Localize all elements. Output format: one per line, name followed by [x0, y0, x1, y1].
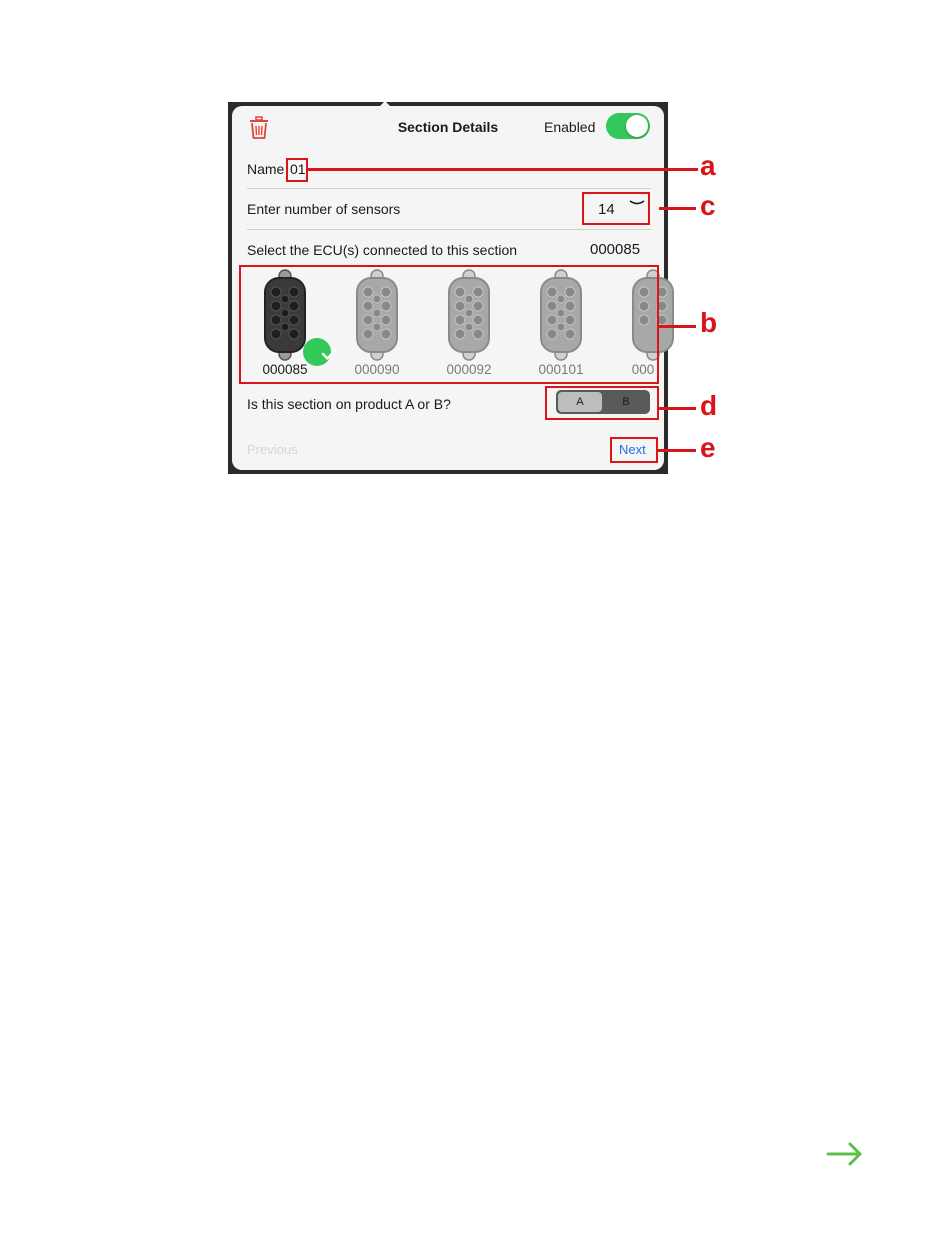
ecu-code: 000 [631, 362, 655, 377]
divider [247, 188, 651, 189]
dialog-title: Section Details [397, 119, 499, 135]
callout-label-c: c [700, 190, 716, 221]
callout-box-c [582, 192, 650, 225]
product-option-b[interactable]: B [622, 396, 630, 408]
previous-button[interactable]: Previous [247, 442, 298, 457]
selected-ecu-readout: 000085 [590, 241, 641, 258]
enabled-toggle[interactable] [606, 113, 650, 139]
ecu-code: 000092 [446, 362, 492, 377]
product-question-label: Is this section on product A or B? [247, 396, 451, 412]
callout-line-e [658, 449, 696, 452]
ecu-code: 000085 [262, 362, 308, 377]
name-label: Name [247, 161, 285, 177]
callout-label-e: e [700, 432, 716, 463]
callout-box-e [610, 437, 658, 463]
divider [247, 229, 651, 230]
sensors-label: Enter number of sensors [247, 201, 401, 217]
callout-line-b [659, 325, 696, 328]
callout-label-d: d [700, 390, 718, 421]
toggle-knob [626, 115, 648, 137]
name-field[interactable]: 01 [290, 161, 306, 177]
callout-line-d [659, 407, 696, 410]
ecu-code: 000090 [354, 362, 400, 377]
ecu-code: 000101 [538, 362, 584, 377]
callout-line-a [308, 168, 698, 171]
callout-box-d [545, 386, 659, 420]
callout-box-a [286, 158, 308, 182]
next-button[interactable]: Next [619, 442, 646, 457]
enabled-label: Enabled [544, 119, 596, 135]
callout-label-a: a [700, 150, 716, 181]
ecu-select-label: Select the ECU(s) connected to this section [247, 242, 518, 258]
callout-box-b [239, 265, 659, 384]
product-option-a[interactable]: A [558, 392, 602, 412]
callout-line-c [659, 207, 696, 210]
arrow-right-icon[interactable] [826, 1140, 864, 1168]
sensors-count-select[interactable]: 14 [598, 201, 615, 218]
callout-label-b: b [700, 307, 718, 338]
